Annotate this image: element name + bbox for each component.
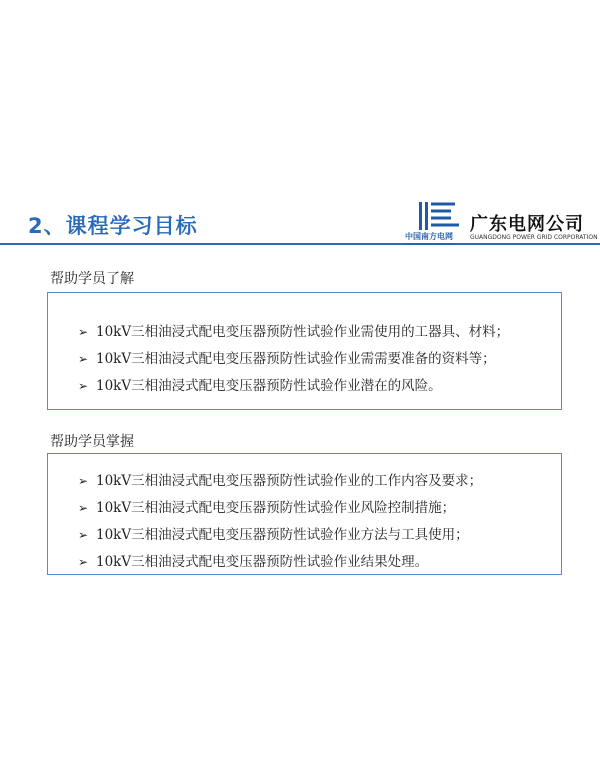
arrow-bullet-icon: ➢ xyxy=(78,352,89,366)
section-label-master: 帮助学员掌握 xyxy=(50,434,134,450)
list-item: ➢ 10kV三相油浸式配电变压器预防性试验作业潜在的风险。 xyxy=(78,378,442,394)
logo-text-cn: 广东电网公司 xyxy=(470,214,584,235)
section-label-understand: 帮助学员了解 xyxy=(50,271,134,287)
company-logo xyxy=(405,200,598,246)
arrow-bullet-icon: ➢ xyxy=(78,555,89,569)
list-item: ➢ 10kV三相油浸式配电变压器预防性试验作业结果处理。 xyxy=(78,554,429,570)
logo-text-en-small: CHINA SOUTHERN POWER GRID xyxy=(405,242,453,246)
section-box-master xyxy=(47,453,562,575)
csg-logo-icon xyxy=(415,200,463,232)
list-item: ➢ 10kV三相油浸式配电变压器预防性试验作业风险控制措施； xyxy=(78,500,456,516)
list-item: ➢ 10kV三相油浸式配电变压器预防性试验作业的工作内容及要求； xyxy=(78,473,483,489)
arrow-bullet-icon: ➢ xyxy=(78,379,89,393)
logo-text-cn-small: 中国南方电网 xyxy=(405,232,453,241)
arrow-bullet-icon: ➢ xyxy=(78,325,89,339)
page-title: 2、课程学习目标 xyxy=(28,214,198,238)
logo-text-en: GUANGDONG POWER GRID CORPORATION xyxy=(470,234,598,241)
section-box-understand xyxy=(47,292,562,410)
arrow-bullet-icon: ➢ xyxy=(78,528,89,542)
list-item: ➢ 10kV三相油浸式配电变压器预防性试验作业需使用的工器具、材料； xyxy=(78,324,510,340)
arrow-bullet-icon: ➢ xyxy=(78,474,89,488)
list-item: ➢ 10kV三相油浸式配电变压器预防性试验作业需需要准备的资料等； xyxy=(78,351,496,367)
list-item: ➢ 10kV三相油浸式配电变压器预防性试验作业方法与工具使用； xyxy=(78,527,469,543)
arrow-bullet-icon: ➢ xyxy=(78,501,89,515)
